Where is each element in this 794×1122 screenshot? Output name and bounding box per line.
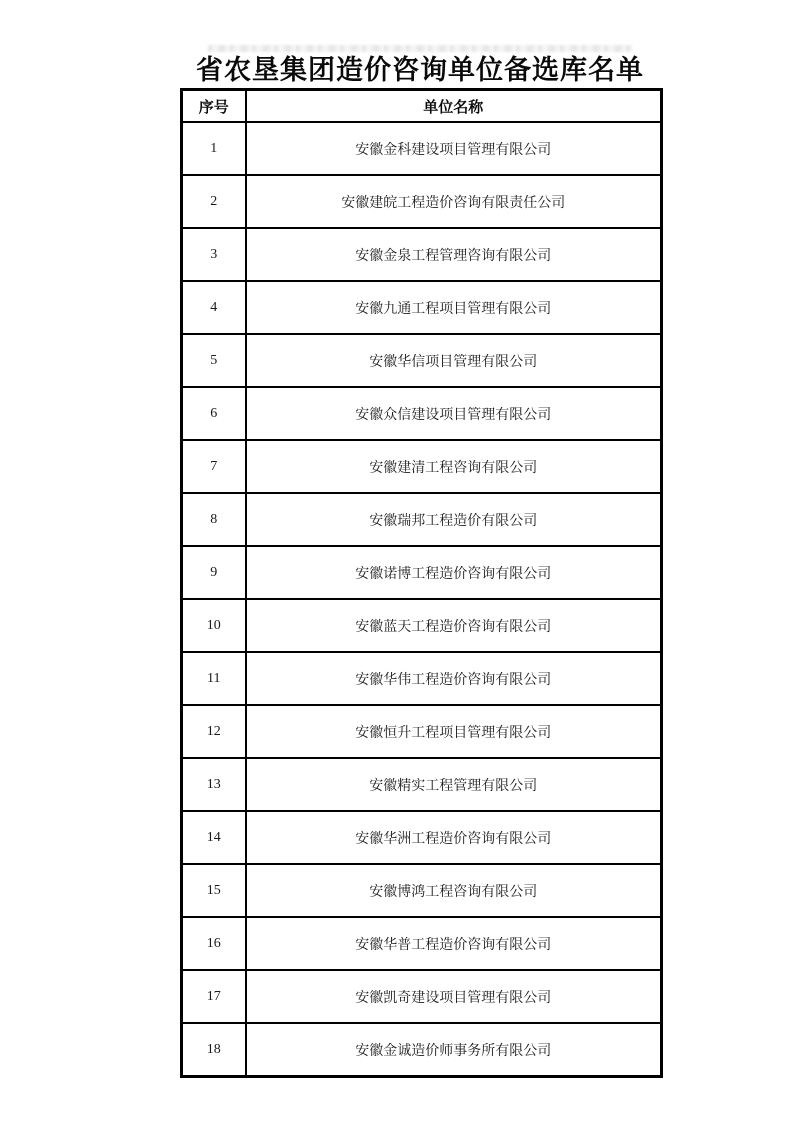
row-company-name: 安徽恒升工程项目管理有限公司 [246,705,662,758]
row-serial-number: 11 [182,652,246,705]
roster-table [180,88,663,1078]
row-company-name: 安徽金泉工程管理咨询有限公司 [246,228,662,281]
row-serial-number: 17 [182,970,246,1023]
row-serial-number: 8 [182,493,246,546]
row-company-name: 安徽建清工程咨询有限公司 [246,440,662,493]
column-header-unit-name: 单位名称 [246,90,662,123]
table-row [182,917,662,970]
table-row [182,493,662,546]
row-company-name: 安徽博鸿工程咨询有限公司 [246,864,662,917]
row-serial-number: 15 [182,864,246,917]
table-row [182,1023,662,1077]
table-row [182,599,662,652]
row-company-name: 安徽精实工程管理有限公司 [246,758,662,811]
row-company-name: 安徽九通工程项目管理有限公司 [246,281,662,334]
row-serial-number: 12 [182,705,246,758]
row-serial-number: 7 [182,440,246,493]
row-company-name: 安徽凯奇建设项目管理有限公司 [246,970,662,1023]
table-row [182,175,662,228]
row-serial-number: 18 [182,1023,246,1077]
row-serial-number: 6 [182,387,246,440]
table-row [182,546,662,599]
row-company-name: 安徽华伟工程造价咨询有限公司 [246,652,662,705]
table-row [182,864,662,917]
row-company-name: 安徽诺博工程造价咨询有限公司 [246,546,662,599]
table-row [182,387,662,440]
row-serial-number: 16 [182,917,246,970]
row-company-name: 安徽蓝天工程造价咨询有限公司 [246,599,662,652]
row-serial-number: 13 [182,758,246,811]
row-serial-number: 5 [182,334,246,387]
table-row [182,334,662,387]
row-company-name: 安徽金诚造价师事务所有限公司 [246,1023,662,1077]
table-row [182,228,662,281]
row-company-name: 安徽瑞邦工程造价有限公司 [246,493,662,546]
table-row [182,652,662,705]
row-company-name: 安徽金科建设项目管理有限公司 [246,122,662,175]
row-company-name: 安徽华普工程造价咨询有限公司 [246,917,662,970]
column-header-serial-number: 序号 [182,90,246,123]
row-serial-number: 4 [182,281,246,334]
table-row [182,811,662,864]
table-header-row [182,90,662,123]
table-row [182,970,662,1023]
row-company-name: 安徽建皖工程造价咨询有限责任公司 [246,175,662,228]
table-row [182,440,662,493]
row-serial-number: 1 [182,122,246,175]
row-serial-number: 14 [182,811,246,864]
table-row [182,281,662,334]
row-serial-number: 10 [182,599,246,652]
table-row [182,122,662,175]
page-title: 省农垦集团造价咨询单位备选库名单 [196,55,644,85]
row-company-name: 安徽华洲工程造价咨询有限公司 [246,811,662,864]
row-serial-number: 2 [182,175,246,228]
row-company-name: 安徽众信建设项目管理有限公司 [246,387,662,440]
table-row [182,758,662,811]
row-company-name: 安徽华信项目管理有限公司 [246,334,662,387]
table-row [182,705,662,758]
row-serial-number: 3 [182,228,246,281]
row-serial-number: 9 [182,546,246,599]
